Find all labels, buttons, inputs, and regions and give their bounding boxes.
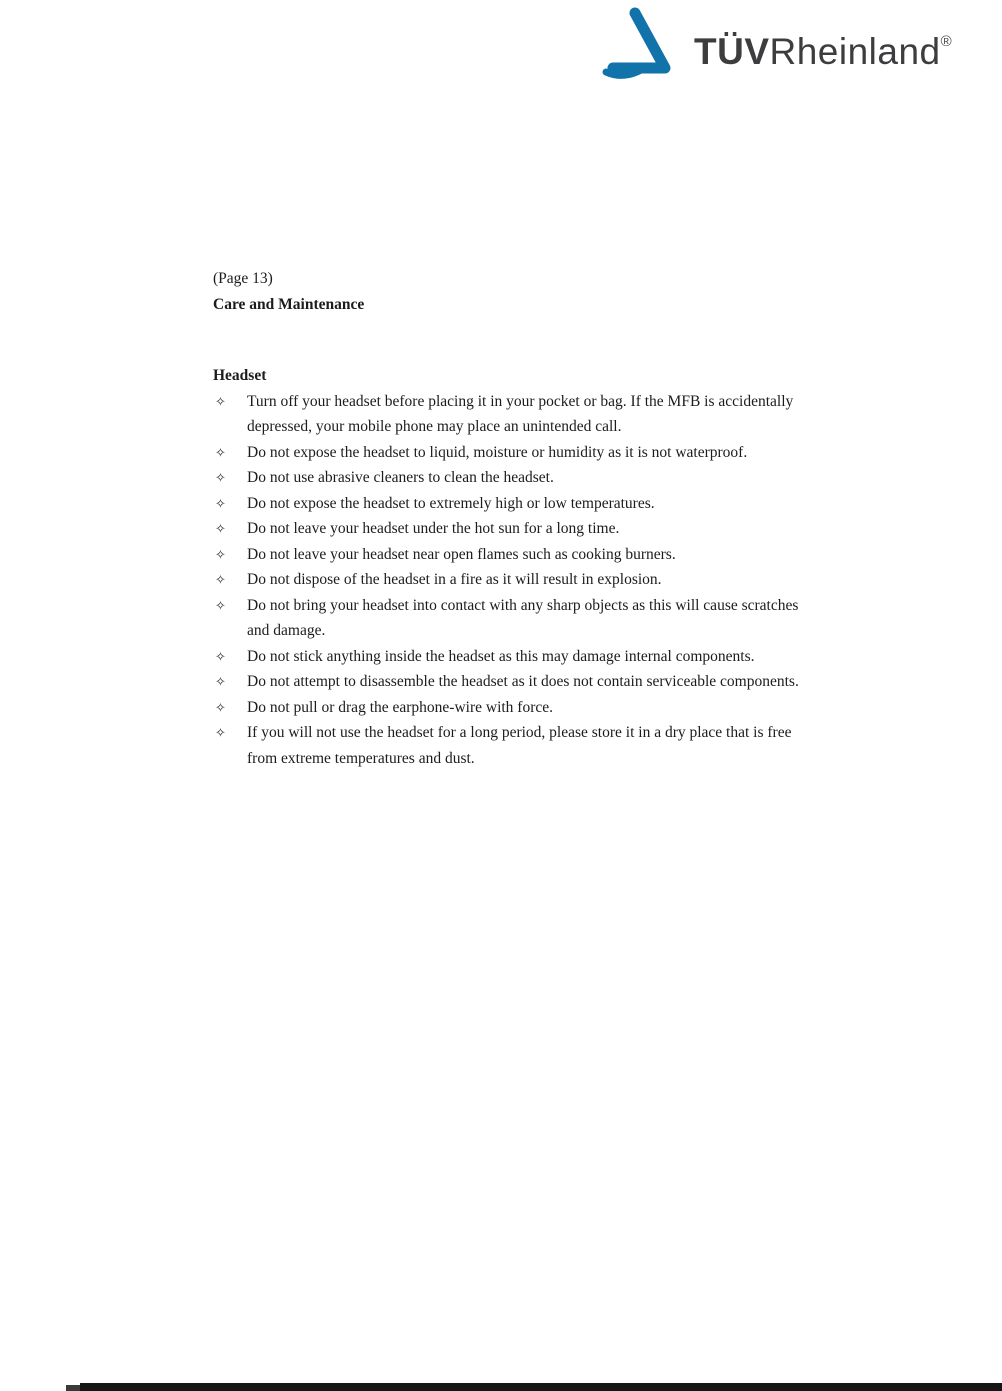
list-item [213, 567, 805, 593]
bullet-text: Do not pull or drag the earphone-wire with force. [247, 698, 554, 716]
diamond-bullet-icon: ✧ [215, 674, 226, 689]
bullet-text: Do not use abrasive cleaners to clean the headset. [247, 469, 554, 486]
diamond-bullet-icon: ✧ [215, 495, 226, 511]
document-page [213, 266, 805, 771]
diamond-bullet-icon: ✧ [215, 444, 226, 460]
diamond-bullet-icon: ✧ [215, 597, 226, 613]
list-item [213, 644, 805, 670]
logo-text-rheinland: Rheinland [769, 30, 941, 72]
diamond-bullet-icon: ✧ [215, 725, 226, 740]
bullet-text: Do not bring your headset into contact with any sharp objects as this will cause scratches and damage. [247, 596, 799, 639]
logo-wordmark [694, 19, 952, 70]
diamond-bullet-icon: ✧ [215, 546, 226, 562]
list-item [213, 465, 805, 491]
tuv-rheinland-logo [598, 6, 952, 82]
bullet-text: Do not expose the headset to liquid, moisture or humidity as it is not waterproof. [247, 443, 748, 461]
page-number-label: (Page 13) [213, 270, 273, 287]
bullet-text: Do not expose the headset to extremely high or low temperatures. [247, 494, 655, 512]
headset-bullet-list [213, 389, 805, 772]
diamond-bullet-icon: ✧ [215, 572, 226, 587]
list-item [213, 491, 805, 517]
tuv-triangle-icon [598, 6, 672, 82]
bullet-text: Do not leave your headset near open flames such as cooking burners. [247, 545, 676, 563]
diamond-bullet-icon: ✧ [215, 393, 226, 409]
diamond-bullet-icon: ✧ [215, 470, 226, 485]
registered-trademark-icon: ® [940, 32, 953, 50]
subsection-title-headset: Headset [213, 367, 267, 384]
bullet-text: Do not attempt to disassemble the headset as it does not contain serviceable components. [247, 673, 799, 690]
diamond-bullet-icon: ✧ [215, 648, 226, 664]
bullet-text: Turn off your headset before placing it in your pocket or bag. If the MFB is accidentally depressed, your mobile phone may place an unintended call. [247, 392, 794, 435]
bullet-text: If you will not use the headset for a long period, please store it in a dry place that is free from extreme temperatures and dust. [247, 724, 792, 767]
bullet-text: Do not leave your headset under the hot sun for a long time. [247, 520, 620, 537]
list-item [213, 669, 805, 695]
list-item [213, 516, 805, 542]
list-item [213, 542, 805, 568]
list-item [213, 695, 805, 721]
bullet-text: Do not stick anything inside the headset as this may damage internal components. [247, 647, 755, 665]
list-item [213, 389, 805, 440]
section-title: Care and Maintenance [213, 295, 365, 313]
diamond-bullet-icon: ✧ [215, 521, 226, 536]
list-item [213, 440, 805, 466]
list-item [213, 593, 805, 644]
diamond-bullet-icon: ✧ [215, 699, 226, 715]
scan-edge-bar [80, 1383, 1002, 1391]
bullet-text: Do not dispose of the headset in a fire as it will result in explosion. [247, 571, 662, 588]
list-item [213, 720, 805, 771]
logo-text-tuv: TÜV [694, 30, 770, 72]
